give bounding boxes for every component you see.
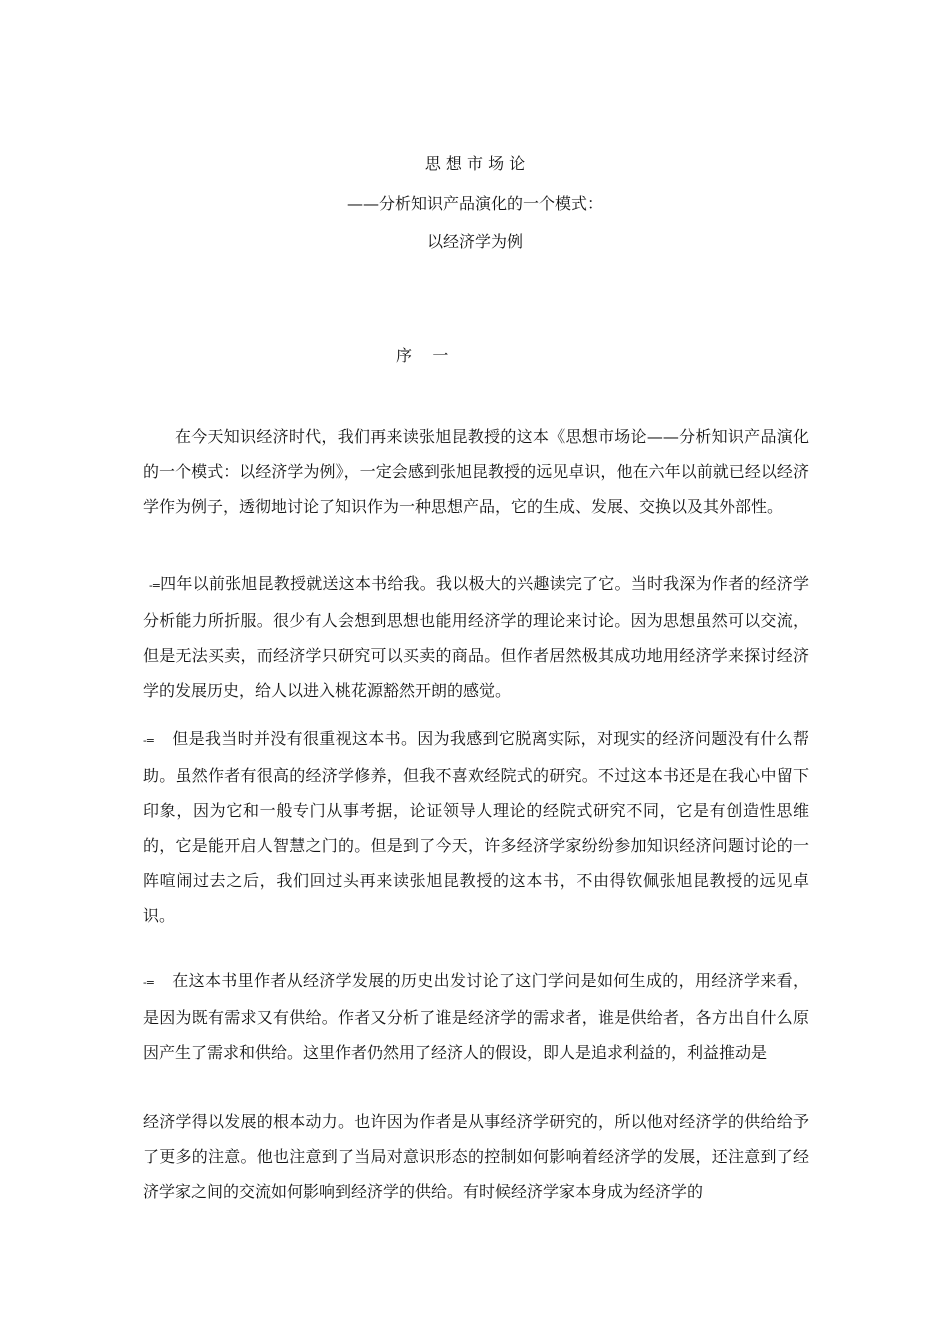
body-text [143, 419, 809, 524]
paragraph-2 [143, 566, 809, 708]
body-text [143, 721, 809, 933]
paragraph-text: 但是我当时并没有很重视这本书。因为我感到它脱离实际，对现实的经济问题没有什么帮助。虽然作者有很高的经济学修养，但我不喜欢经院式的研究。不过这本书还是在我心中留下印象，因为它和一般专门从事考据，论证领导人理论的经院式研究不同，它是有创造性思维的，它是能开启人智慧之门的。但是到了今天，许多经济学家纷纷参加知识经济问题讨论的一阵喧闹过去之后，我们回过头再来读张旭昆教授的这本书，不由得钦佩张旭昆教授的远见卓识。 [143, 729, 809, 925]
paragraph-text: 在这本书里作者从经济学发展的历史出发讨论了这门学问是如何生成的，用经济学来看，是因为既有需求又有供给。作者又分析了谁是经济学的需求者，谁是供给者，各方出自什么原因产生了需求和供给。这里作者仍然用了经济人的假设，即人是追求利益的，利益推动是 [143, 971, 809, 1062]
preface-heading: 序 一 [396, 346, 449, 365]
paragraph-marker: -= [143, 734, 154, 747]
paragraph-marker: -= [143, 976, 154, 989]
book-subtitle: ——分析知识产品演化的一个模式： [346, 194, 603, 213]
paragraph-1 [143, 419, 809, 524]
body-text [143, 963, 809, 1070]
paragraph-text: 四年以前张旭昆教授就送这本书给我。我以极大的兴趣读完了它。当时我深为作者的经济学分析能力所折服。很少有人会想到思想也能用经济学的理论来讨论。因为思想虽然可以交流，但是无法买卖，而经济学只研究可以买卖的商品。但作者居然极其成功地用经济学来探讨经济学的发展历史，给人以进入桃花源豁然开朗的感觉。 [143, 574, 809, 700]
paragraph-3 [143, 721, 809, 933]
paragraph-text: 在今天知识经济时代，我们再来读张旭昆教授的这本《思想市场论——分析知识产品演化的一个模式：以经济学为例》，一定会感到张旭昆教授的远见卓识，他在六年以前就已经以经济学作为例子，透彻地讨论了知识作为一种思想产品，它的生成、发展、交换以及其外部性。 [143, 427, 809, 516]
body-text [143, 566, 809, 708]
paragraph-4 [143, 963, 809, 1070]
paragraph-5 [143, 1104, 809, 1209]
book-title: 思 想 市 场 论 [424, 154, 526, 173]
book-subtitle-2: 以经济学为例 [426, 232, 523, 251]
paragraph-text: 经济学得以发展的根本动力。也许因为作者是从事经济学研究的，所以他对经济学的供给给予了更多的注意。他也注意到了当局对意识形态的控制如何影响着经济学的发展，还注意到了经济学家之间的交流如何影响到经济学的供给。有时候经济学家本身成为经济学的 [143, 1112, 809, 1201]
paragraph-marker: -= [149, 579, 160, 592]
body-text [143, 1104, 809, 1209]
